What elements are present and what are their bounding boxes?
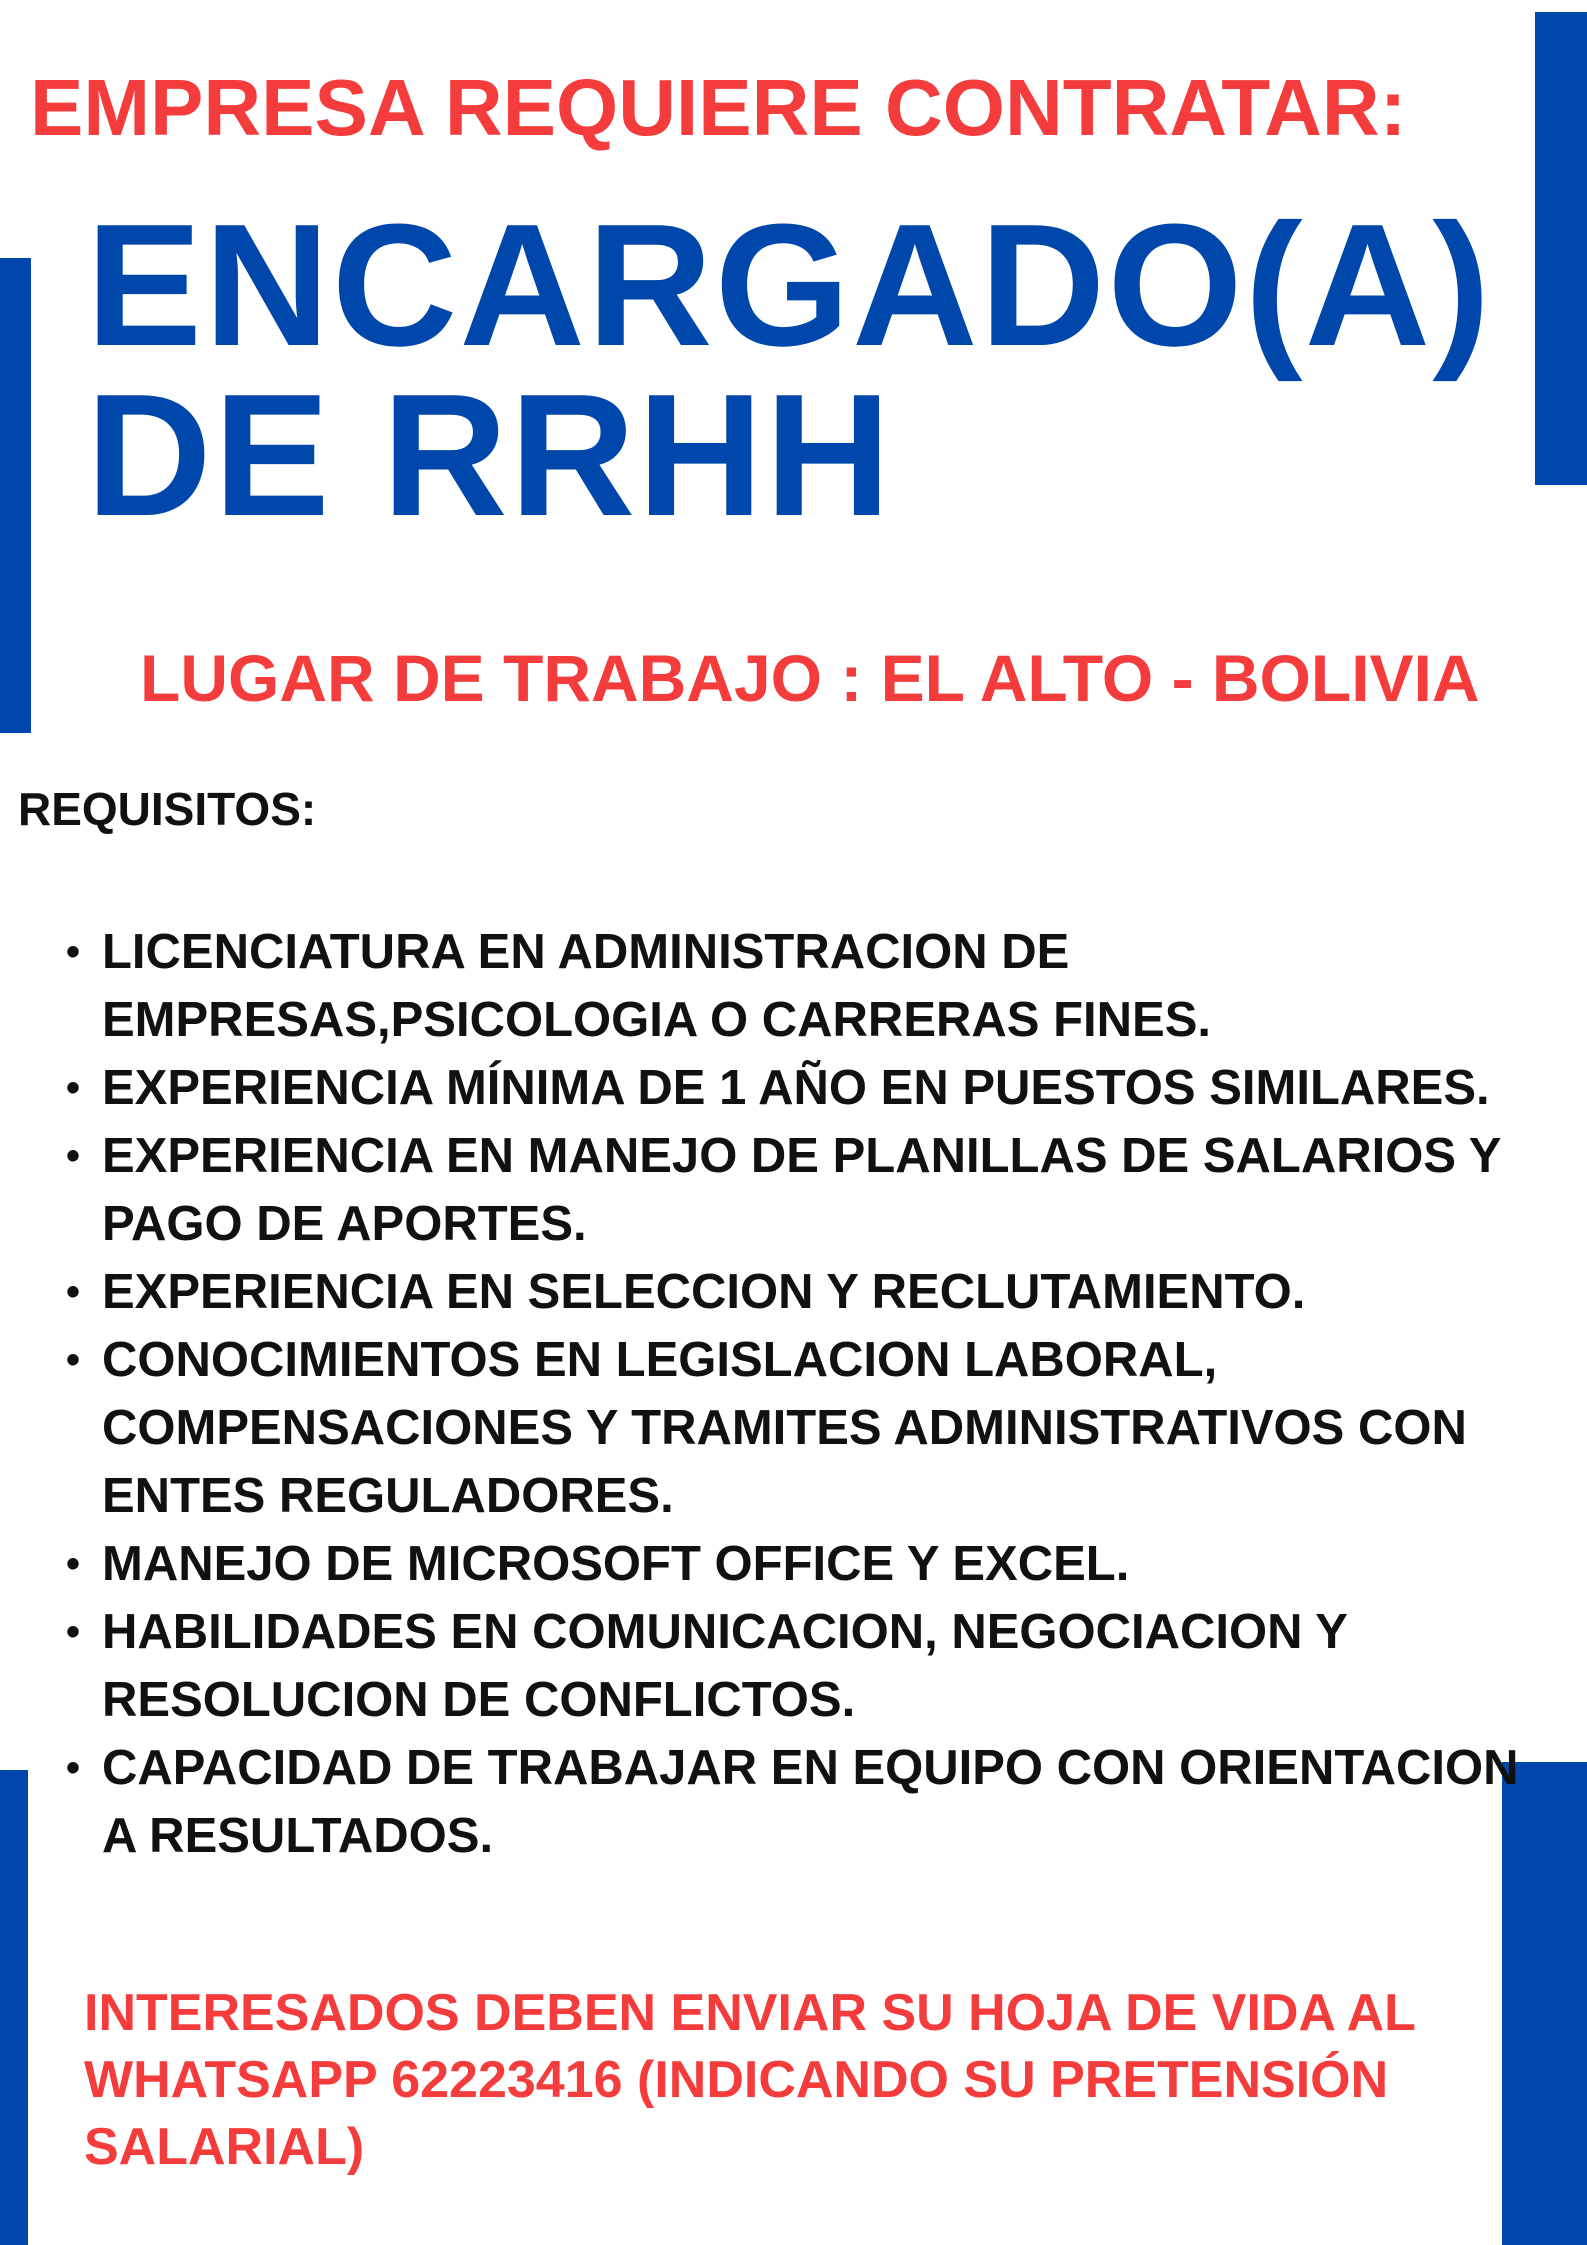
- position-title: [86, 187, 1493, 552]
- bullet-icon: •: [66, 1134, 81, 1178]
- requirement-item: [60, 1258, 1540, 1326]
- requirements-list: [60, 918, 1540, 1870]
- requirement-item: [60, 1122, 1540, 1258]
- requirement-item: [60, 918, 1540, 1054]
- bullet-icon: •: [66, 1066, 81, 1110]
- requirement-item: [60, 1734, 1540, 1870]
- work-location: LUGAR DE TRABAJO : EL ALTO - BOLIVIA: [140, 641, 1480, 715]
- requirements-heading: REQUISITOS:: [18, 783, 317, 835]
- position-title-line-1: ENCARGADO(A): [86, 187, 1493, 382]
- requirement-item: [60, 1326, 1540, 1530]
- requirement-item: [60, 1054, 1540, 1122]
- position-title-line-2: DE RRHH: [86, 357, 893, 552]
- bullet-icon: •: [66, 1746, 81, 1790]
- requirement-text: EXPERIENCIA EN SELECCION Y RECLUTAMIENTO.: [102, 1265, 1306, 1319]
- requirement-text: MANEJO DE MICROSOFT OFFICE Y EXCEL.: [102, 1537, 1130, 1591]
- requirement-text: HABILIDADES EN COMUNICACION, NEGOCIACION Y RESOLUCION DE CONFLICTOS.: [102, 1605, 1348, 1727]
- decorative-bar-left-middle: [0, 258, 31, 733]
- requirement-text: CAPACIDAD DE TRABAJAR EN EQUIPO CON ORIENTACION A RESULTADOS.: [102, 1741, 1519, 1863]
- requirement-text: EXPERIENCIA EN MANEJO DE PLANILLAS DE SALARIOS Y PAGO DE APORTES.: [102, 1129, 1501, 1251]
- bullet-icon: •: [66, 1542, 81, 1586]
- requirement-item: [60, 1530, 1540, 1598]
- decorative-bar-top-right: [1535, 12, 1587, 485]
- bullet-icon: •: [66, 1270, 81, 1314]
- requirement-text: LICENCIATURA EN ADMINISTRACION DE EMPRESAS,PSICOLOGIA O CARRERAS FINES.: [102, 925, 1211, 1047]
- bullet-icon: •: [66, 930, 81, 974]
- decorative-bar-bottom-left: [0, 1770, 28, 2245]
- bullet-icon: •: [66, 1338, 81, 1382]
- requirement-text: CONOCIMIENTOS EN LEGISLACION LABORAL, COMPENSACIONES Y TRAMITES ADMINISTRATIVOS CON ENTES REGULADORES.: [102, 1333, 1467, 1523]
- requirement-item: [60, 1598, 1540, 1734]
- requirement-text: EXPERIENCIA MÍNIMA DE 1 AÑO EN PUESTOS SIMILARES.: [102, 1061, 1490, 1115]
- contact-instructions: INTERESADOS DEBEN ENVIAR SU HOJA DE VIDA AL WHATSAPP 62223416 (INDICANDO SU PRETENSIÓN SALARIAL): [84, 1984, 1416, 2176]
- bullet-icon: •: [66, 1610, 81, 1654]
- headline: EMPRESA REQUIERE CONTRATAR:: [30, 63, 1407, 152]
